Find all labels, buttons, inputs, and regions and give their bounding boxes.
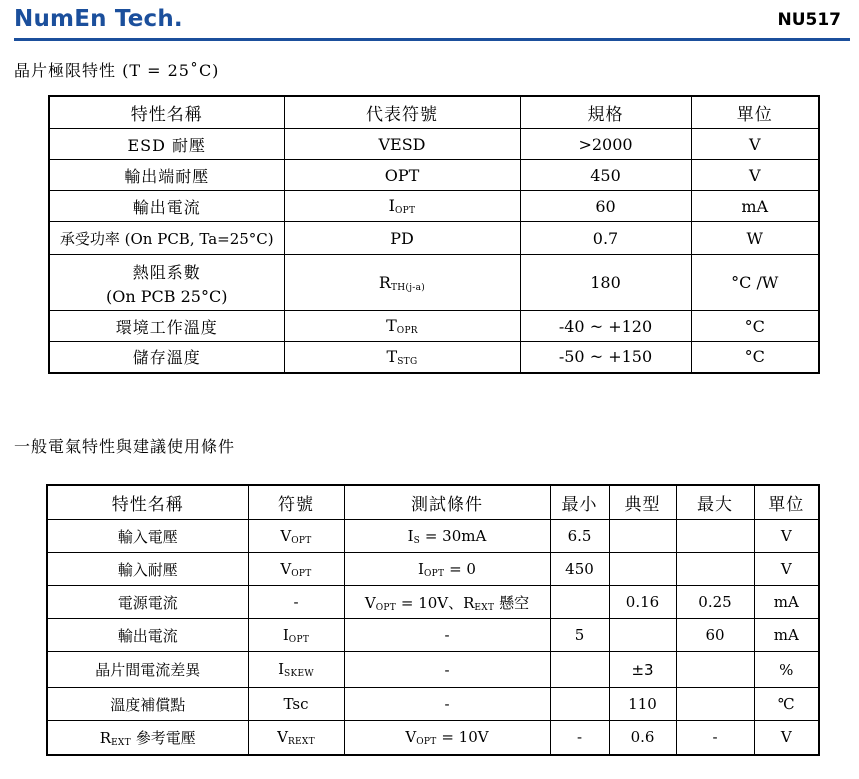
typ-value xyxy=(609,553,676,586)
max-value: - xyxy=(676,721,754,755)
symbol: $V_{OPT}$ xyxy=(248,520,344,553)
param-name: 輸入電壓 xyxy=(47,520,248,553)
column-header: 典型 xyxy=(609,485,676,520)
test-condition: - xyxy=(344,619,550,652)
test-condition: $V_{OPT} = 10V$ xyxy=(344,721,550,755)
unit: mA xyxy=(754,619,819,652)
symbol: PD xyxy=(284,222,520,255)
spec-value: 0.7 xyxy=(520,222,691,255)
spec-value: >2000 xyxy=(520,129,691,160)
test-condition: - xyxy=(344,688,550,721)
max-value xyxy=(676,520,754,553)
unit: V xyxy=(754,553,819,586)
min-value xyxy=(550,652,609,688)
table-row xyxy=(47,721,819,755)
unit: % xyxy=(754,652,819,688)
column-header: 測試條件 xyxy=(344,485,550,520)
param-name: 溫度補償點 xyxy=(47,688,248,721)
param-name: ESD 耐壓 xyxy=(49,129,284,160)
min-value xyxy=(550,586,609,619)
test-condition: - xyxy=(344,652,550,688)
spec-value: 450 xyxy=(520,160,691,191)
unit: mA xyxy=(691,191,819,222)
symbol: $I_{OPT}$ xyxy=(284,191,520,222)
typ-value: ±3 xyxy=(609,652,676,688)
symbol: $I_{OPT}$ xyxy=(248,619,344,652)
symbol: $V_{REXT}$ xyxy=(248,721,344,755)
symbol: - xyxy=(248,586,344,619)
column-header: 單位 xyxy=(754,485,819,520)
table-row xyxy=(49,311,819,342)
part-number: NU517 xyxy=(777,10,841,30)
unit: W xyxy=(691,222,819,255)
table-row xyxy=(47,652,819,688)
param-name: 環境工作溫度 xyxy=(49,311,284,342)
table-row xyxy=(47,688,819,721)
table-row xyxy=(49,342,819,373)
typ-value: 0.16 xyxy=(609,586,676,619)
unit: ℃ xyxy=(754,688,819,721)
symbol: $R_{TH(j-a)}$ xyxy=(284,255,520,311)
brand-logo-text: NumEn Tech. xyxy=(14,6,183,32)
column-header: 特性名稱 xyxy=(47,485,248,520)
symbol: OPT xyxy=(284,160,520,191)
column-header: 規格 xyxy=(520,96,691,129)
param-name: 輸入耐壓 xyxy=(47,553,248,586)
test-condition: $I_S = 30mA$ xyxy=(344,520,550,553)
symbol: $I_{SKEW}$ xyxy=(248,652,344,688)
symbol: Tsc xyxy=(248,688,344,721)
unit: °C xyxy=(691,311,819,342)
section-title-electrical: 一般電氣特性與建議使用條件 xyxy=(14,437,236,456)
param-name: $R_{EXT}$ 參考電壓 xyxy=(47,721,248,755)
table-row xyxy=(49,129,819,160)
column-header: 代表符號 xyxy=(284,96,520,129)
typ-value: 0.6 xyxy=(609,721,676,755)
table-row xyxy=(47,619,819,652)
max-value xyxy=(676,652,754,688)
symbol: $V_{OPT}$ xyxy=(248,553,344,586)
unit: V xyxy=(691,160,819,191)
unit: °C /W xyxy=(691,255,819,311)
max-value xyxy=(676,553,754,586)
max-value: 60 xyxy=(676,619,754,652)
symbol: $T_{OPR}$ xyxy=(284,311,520,342)
column-header: 符號 xyxy=(248,485,344,520)
table-header-row xyxy=(49,96,819,129)
unit: V xyxy=(691,129,819,160)
table-row xyxy=(47,586,819,619)
column-header: 最大 xyxy=(676,485,754,520)
spec-value: -40 ~ +120 xyxy=(520,311,691,342)
min-value: - xyxy=(550,721,609,755)
typ-value xyxy=(609,619,676,652)
param-name: 熱阻系數 (On PCB 25°C) xyxy=(49,255,284,311)
column-header: 特性名稱 xyxy=(49,96,284,129)
unit: °C xyxy=(691,342,819,373)
unit: mA xyxy=(754,586,819,619)
test-condition: $V_{OPT} = 10V$、$R_{EXT}$ 懸空 xyxy=(344,586,550,619)
table-row xyxy=(49,160,819,191)
min-value: 5 xyxy=(550,619,609,652)
symbol: VESD xyxy=(284,129,520,160)
section-title-absolute-max: 晶片極限特性 (T = 25˚C) xyxy=(14,61,220,80)
spec-value: 60 xyxy=(520,191,691,222)
header-divider xyxy=(14,38,850,41)
unit: V xyxy=(754,721,819,755)
param-name: 儲存溫度 xyxy=(49,342,284,373)
column-header: 單位 xyxy=(691,96,819,129)
test-condition: $I_{OPT} = 0$ xyxy=(344,553,550,586)
table-row xyxy=(49,191,819,222)
unit: V xyxy=(754,520,819,553)
symbol: $T_{STG}$ xyxy=(284,342,520,373)
table-row xyxy=(49,255,819,311)
table-header-row xyxy=(47,485,819,520)
param-name: 電源電流 xyxy=(47,586,248,619)
spec-value: -50 ~ +150 xyxy=(520,342,691,373)
table-row xyxy=(47,520,819,553)
param-name: 輸出電流 xyxy=(49,191,284,222)
max-value: 0.25 xyxy=(676,586,754,619)
param-name: 輸出電流 xyxy=(47,619,248,652)
min-value xyxy=(550,688,609,721)
spec-value: 180 xyxy=(520,255,691,311)
typ-value xyxy=(609,520,676,553)
column-header: 最小 xyxy=(550,485,609,520)
param-name: 承受功率 (On PCB, Ta=25°C) xyxy=(49,222,284,255)
absolute-max-table xyxy=(48,95,820,374)
min-value: 450 xyxy=(550,553,609,586)
param-name: 晶片間電流差異 xyxy=(47,652,248,688)
max-value xyxy=(676,688,754,721)
typ-value: 110 xyxy=(609,688,676,721)
electrical-characteristics-table xyxy=(46,484,820,756)
min-value: 6.5 xyxy=(550,520,609,553)
table-row xyxy=(47,553,819,586)
param-name: 輸出端耐壓 xyxy=(49,160,284,191)
table-row xyxy=(49,222,819,255)
